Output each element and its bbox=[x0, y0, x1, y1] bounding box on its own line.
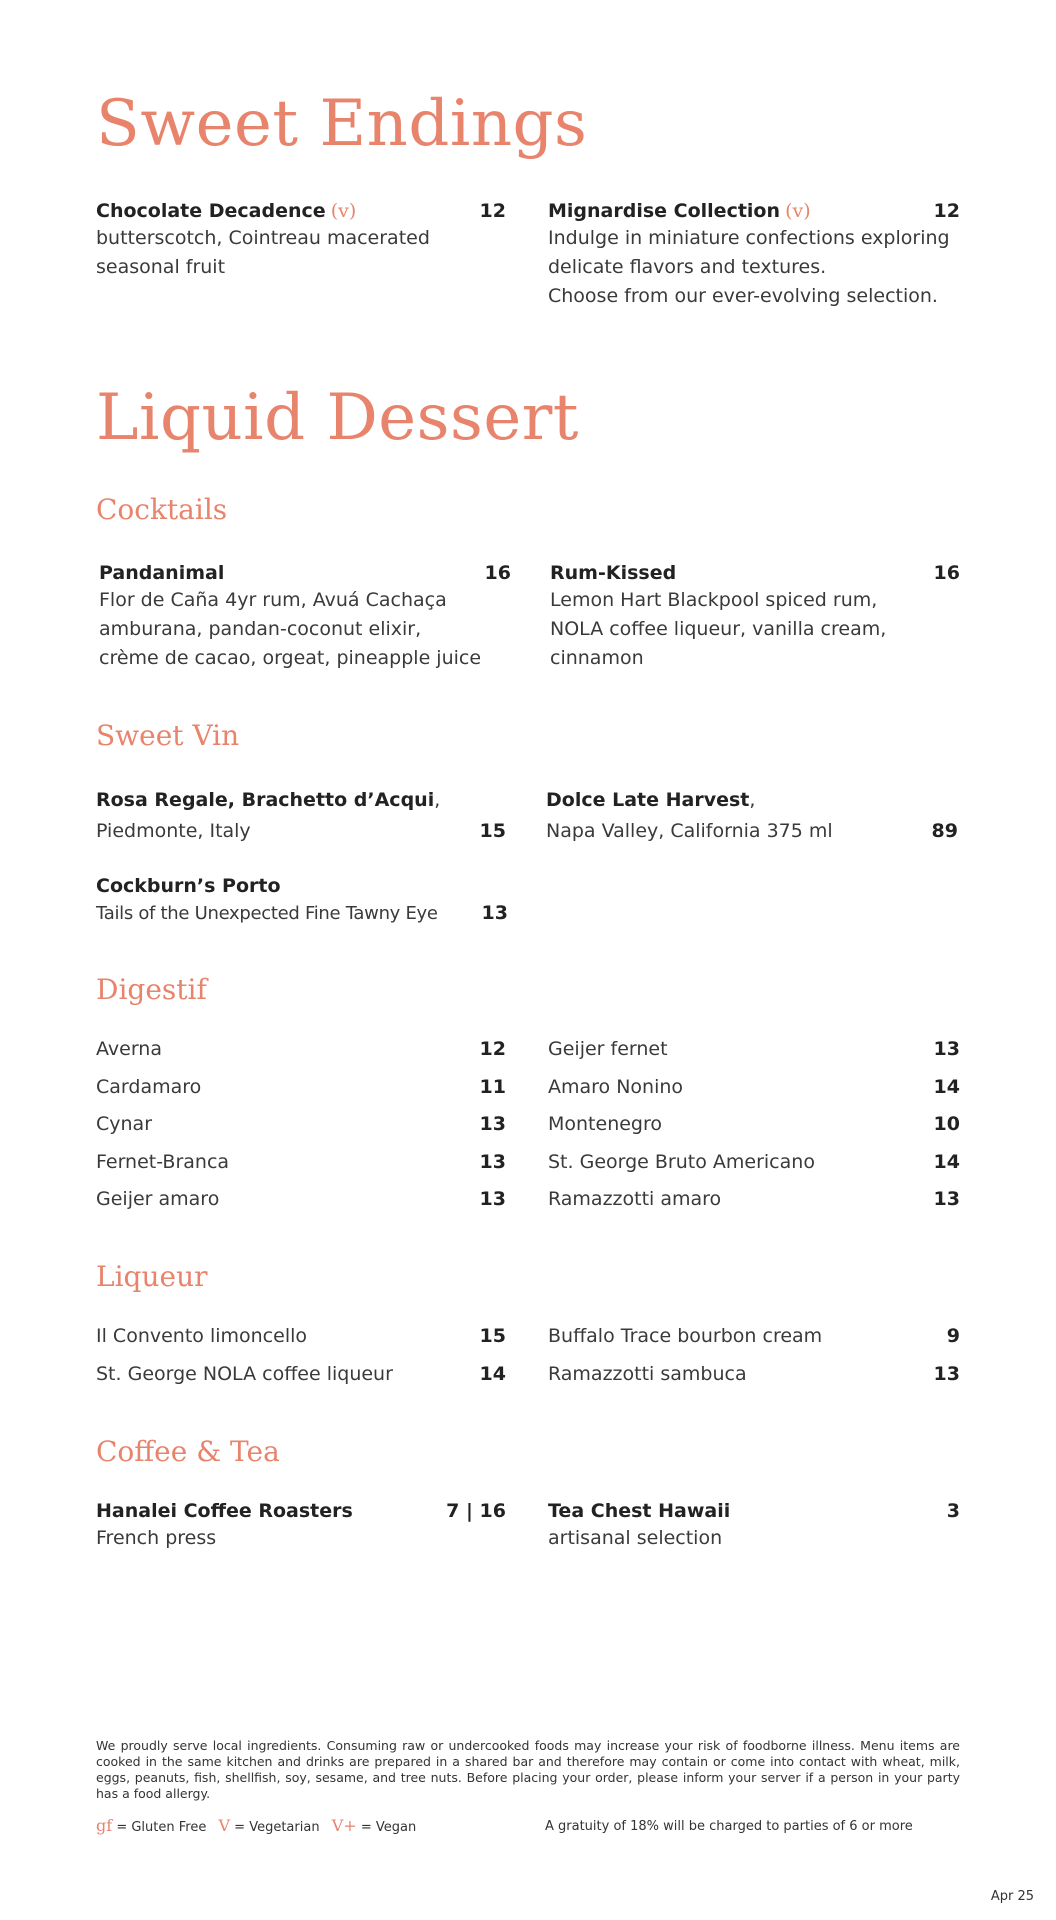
menu-item-hanalei-coffee bbox=[96, 1500, 506, 1553]
item-description: delicate flavors and textures. bbox=[548, 256, 827, 278]
item-price: 13 bbox=[933, 1188, 960, 1210]
item-description: seasonal fruit bbox=[96, 256, 226, 278]
item-name: Montenegro bbox=[548, 1113, 663, 1135]
item-name: Mignardise Collection bbox=[548, 200, 781, 222]
item-name-suffix: , bbox=[434, 789, 441, 811]
vegetarian-tag: (v) bbox=[785, 200, 811, 222]
item-price: 7 | 16 bbox=[446, 1500, 506, 1522]
item-name: Il Convento limoncello bbox=[96, 1325, 307, 1347]
item-description: amburana, pandan-coconut elixir, bbox=[99, 618, 422, 640]
item-description: Flor de Caña 4yr rum, Avuá Cachaça bbox=[99, 589, 447, 611]
sweet-vin-heading: Sweet Vin bbox=[96, 719, 240, 752]
item-price: 13 bbox=[481, 902, 508, 924]
dietary-legend bbox=[96, 1816, 416, 1835]
item-name: Rosa Regale, Brachetto d’Acqui bbox=[96, 789, 435, 811]
list-item bbox=[96, 1151, 506, 1189]
item-description: Lemon Hart Blackpool spiced rum, bbox=[550, 589, 878, 611]
vegetarian-label: = Vegetarian bbox=[234, 1820, 320, 1835]
digestif-list-right bbox=[548, 1038, 960, 1226]
item-name: Tea Chest Hawaii bbox=[548, 1500, 731, 1522]
item-description: Napa Valley, California 375 ml bbox=[546, 820, 833, 842]
list-item bbox=[548, 1325, 960, 1363]
vegetarian-tag: (v) bbox=[330, 200, 357, 222]
item-name: Ramazzotti amaro bbox=[548, 1188, 722, 1210]
item-name: Amaro Nonino bbox=[548, 1075, 684, 1098]
item-name: Chocolate Decadence bbox=[96, 200, 326, 222]
item-price: 13 bbox=[479, 1113, 506, 1135]
list-item bbox=[548, 1038, 960, 1076]
item-description: butterscotch, Cointreau macerated bbox=[96, 227, 430, 249]
list-item bbox=[96, 1188, 506, 1226]
item-price: 12 bbox=[479, 1038, 506, 1060]
menu-item-mignardise-collection bbox=[548, 200, 960, 311]
item-name: Pandanimal bbox=[99, 562, 225, 584]
liquid-dessert-title: Liquid Dessert bbox=[96, 381, 579, 455]
cocktails-heading: Cocktails bbox=[96, 493, 228, 526]
list-item bbox=[96, 1325, 506, 1363]
menu-date: Apr 25 bbox=[990, 1889, 1034, 1904]
item-price: 15 bbox=[479, 1325, 506, 1347]
item-name: St. George Bruto Americano bbox=[548, 1150, 815, 1173]
item-description: Choose from our ever-evolving selection. bbox=[548, 285, 938, 307]
item-price: 13 bbox=[933, 1038, 960, 1060]
item-name: St. George NOLA coffee liqueur bbox=[96, 1362, 393, 1385]
item-description: NOLA coffee liqueur, vanilla cream, bbox=[550, 618, 887, 640]
item-description: Piedmonte, Italy bbox=[96, 820, 251, 842]
coffee-tea-heading: Coffee & Tea bbox=[96, 1435, 280, 1468]
item-price: 16 bbox=[484, 562, 511, 584]
digestif-heading: Digestif bbox=[96, 973, 207, 1006]
item-name: Hanalei Coffee Roasters bbox=[96, 1500, 353, 1522]
item-price: 13 bbox=[479, 1150, 506, 1173]
item-name: Ramazzotti sambuca bbox=[548, 1362, 747, 1385]
menu-item-dolce-late-harvest bbox=[546, 786, 958, 846]
menu-item-tea-chest-hawaii bbox=[548, 1500, 960, 1553]
list-item bbox=[96, 1113, 506, 1151]
list-item bbox=[548, 1188, 960, 1226]
allergy-disclaimer: We proudly serve local ingredients. Consuming raw or undercooked foods may increase your risk of foodborne illness. Menu items are cooked in the same kitchen and drinks are prepared in a shared bar and therefore may contain or come into contact with wheat, milk, eggs, peanuts, fish, shellfish, soy, sesame, and tree nuts. Before placing your order, please inform your server if a person in your party has a food allergy. bbox=[96, 1738, 960, 1801]
list-item bbox=[548, 1151, 960, 1189]
item-description: Indulge in miniature confections exploring bbox=[548, 227, 950, 249]
vegan-label: = Vegan bbox=[360, 1820, 417, 1835]
digestif-list-left bbox=[96, 1038, 506, 1226]
item-price: 9 bbox=[946, 1325, 960, 1347]
item-description: French press bbox=[96, 1527, 217, 1549]
item-price: 13 bbox=[479, 1188, 506, 1210]
item-name: Dolce Late Harvest bbox=[546, 789, 750, 811]
list-item bbox=[96, 1038, 506, 1076]
item-name: Rum-Kissed bbox=[550, 562, 677, 584]
list-item bbox=[96, 1076, 506, 1114]
menu-item-cockburns-porto bbox=[96, 875, 508, 928]
gluten-free-label: = Gluten Free bbox=[116, 1820, 207, 1835]
item-name: Cynar bbox=[96, 1113, 153, 1135]
liqueur-heading: Liqueur bbox=[96, 1260, 208, 1293]
item-name: Geijer fernet bbox=[548, 1038, 668, 1060]
gratuity-note: A gratuity of 18% will be charged to parties of 6 or more bbox=[545, 1819, 913, 1834]
menu-item-rosa-regale bbox=[96, 786, 506, 846]
item-price: 15 bbox=[479, 820, 506, 842]
list-item bbox=[96, 1363, 506, 1401]
item-price: 89 bbox=[931, 820, 958, 842]
liqueur-list-left bbox=[96, 1325, 506, 1400]
list-item bbox=[548, 1076, 960, 1114]
list-item bbox=[548, 1113, 960, 1151]
item-name: Cardamaro bbox=[96, 1075, 202, 1098]
item-description: Tails of the Unexpected Fine Tawny Eye bbox=[96, 903, 438, 924]
item-price: 14 bbox=[933, 1150, 960, 1173]
item-description: crème de cacao, orgeat, pineapple juice bbox=[99, 647, 482, 669]
item-description: cinnamon bbox=[550, 647, 644, 669]
menu-item-rum-kissed bbox=[550, 562, 960, 673]
vegetarian-symbol: V bbox=[218, 1816, 231, 1835]
item-price: 11 bbox=[479, 1075, 506, 1098]
item-price: 12 bbox=[479, 200, 506, 222]
menu-item-pandanimal bbox=[99, 562, 511, 673]
vegan-symbol: V+ bbox=[331, 1816, 357, 1835]
item-name: Averna bbox=[96, 1038, 162, 1060]
item-price: 14 bbox=[479, 1362, 506, 1385]
item-price: 16 bbox=[933, 562, 960, 584]
item-description: artisanal selection bbox=[548, 1527, 723, 1549]
item-name: Fernet-Branca bbox=[96, 1150, 230, 1173]
item-price: 13 bbox=[933, 1362, 960, 1385]
gluten-free-symbol: gf bbox=[96, 1816, 113, 1835]
item-name: Buffalo Trace bourbon cream bbox=[548, 1325, 823, 1347]
liqueur-list-right bbox=[548, 1325, 960, 1400]
menu-item-chocolate-decadence bbox=[96, 200, 506, 282]
item-name-suffix: , bbox=[749, 789, 756, 811]
item-name: Geijer amaro bbox=[96, 1188, 220, 1210]
item-name: Cockburn’s Porto bbox=[96, 875, 281, 897]
item-price: 3 bbox=[946, 1500, 960, 1522]
item-price: 12 bbox=[933, 200, 960, 222]
list-item bbox=[548, 1363, 960, 1401]
item-price: 10 bbox=[933, 1113, 960, 1135]
item-price: 14 bbox=[933, 1075, 960, 1098]
sweet-endings-title: Sweet Endings bbox=[96, 87, 588, 161]
